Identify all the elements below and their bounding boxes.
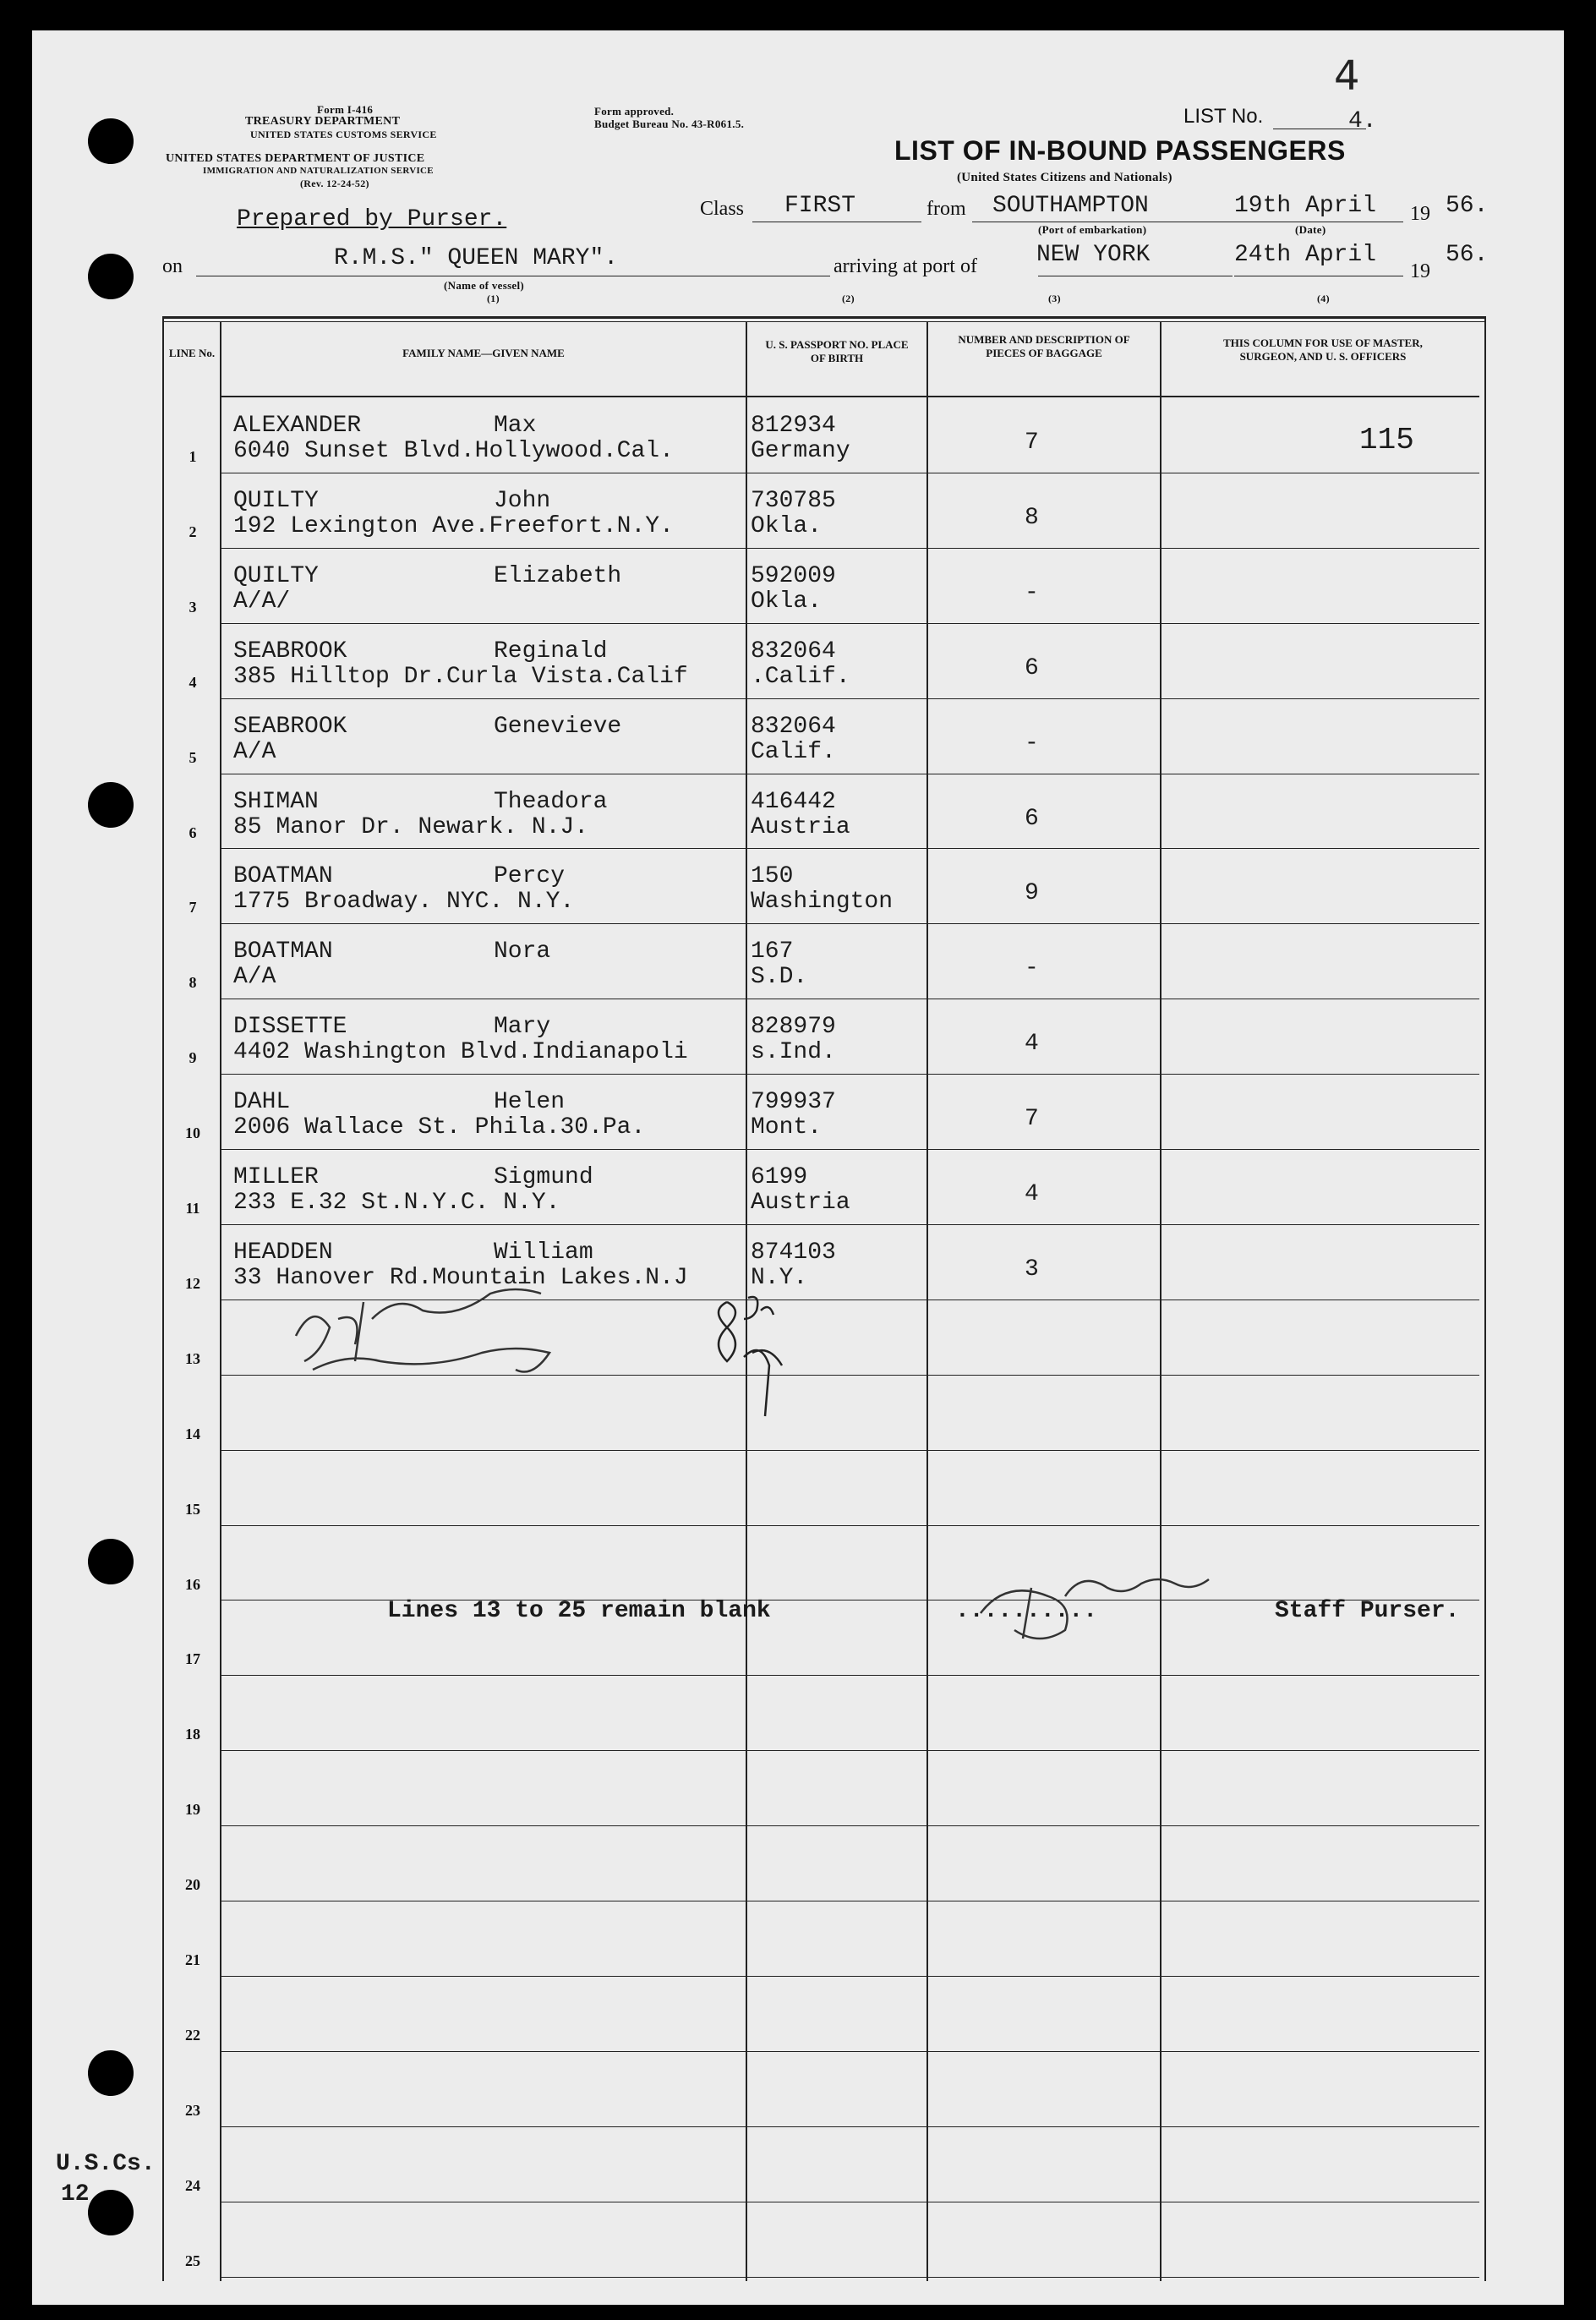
line-number: 1 xyxy=(189,448,197,465)
passport-number: 799937 xyxy=(751,1089,836,1115)
from-label: from xyxy=(926,198,966,220)
given-name: Reginald xyxy=(494,638,608,665)
page-title: LIST OF IN-BOUND PASSENGERS xyxy=(894,135,1346,166)
row-rule xyxy=(221,698,1479,699)
arriving-label: arriving at port of xyxy=(834,255,977,277)
family-name: QUILTY xyxy=(233,563,319,589)
line-number: 18 xyxy=(185,1726,200,1743)
column-header-passport: U. S. PASSPORT NO. PLACE OF BIRTH xyxy=(765,338,909,364)
time-annotation xyxy=(702,1285,803,1420)
column-header-baggage: NUMBER AND DESCRIPTION OF PIECES OF BAGGAGE xyxy=(958,333,1130,359)
line-number: 15 xyxy=(185,1501,200,1518)
margin-code-number: 12 xyxy=(61,2181,90,2208)
given-name: Elizabeth xyxy=(494,563,622,589)
line-number: 17 xyxy=(185,1650,200,1667)
line-number: 4 xyxy=(189,674,197,691)
row-rule xyxy=(221,2277,1479,2278)
line-number: 2 xyxy=(189,523,197,540)
given-name: Genevieve xyxy=(494,714,622,740)
place-of-birth: Austria xyxy=(751,814,850,840)
baggage-count: 7 xyxy=(1025,430,1039,456)
passport-number: 828979 xyxy=(751,1014,836,1040)
officer-note: 115 xyxy=(1359,423,1414,457)
row-rule xyxy=(221,1825,1479,1826)
punch-hole xyxy=(88,118,134,164)
row-rule xyxy=(221,1450,1479,1451)
list-no-label: LIST No. xyxy=(1183,105,1264,128)
address: 85 Manor Dr. Newark. N.J. xyxy=(233,814,589,840)
place-of-birth: s.Ind. xyxy=(751,1039,836,1065)
baggage-count: - xyxy=(1025,580,1039,606)
line-number: 6 xyxy=(189,824,197,841)
punch-hole xyxy=(88,2190,134,2235)
given-name: Sigmund xyxy=(494,1164,593,1190)
given-name: Mary xyxy=(494,1014,551,1040)
row-rule xyxy=(221,848,1479,849)
passport-number: 592009 xyxy=(751,563,836,589)
passport-number: 730785 xyxy=(751,488,836,514)
address: 233 E.32 St.N.Y.C. N.Y. xyxy=(233,1190,560,1216)
passport-number: 6199 xyxy=(751,1164,808,1190)
row-rule xyxy=(221,2126,1479,2127)
port-embarkation-label: (Port of embarkation) xyxy=(1038,223,1147,236)
year-prefix: 19 xyxy=(1410,203,1430,225)
place-of-birth: Germany xyxy=(751,438,850,464)
form-number: Form I-416 xyxy=(317,103,374,116)
punch-hole xyxy=(88,1539,134,1584)
list-no-value: 4. xyxy=(1348,108,1377,134)
column-ref-3: (3) xyxy=(1048,293,1061,304)
family-name: MILLER xyxy=(233,1164,319,1190)
family-name: BOATMAN xyxy=(233,938,333,965)
row-rule xyxy=(221,1149,1479,1150)
family-name: DISSETTE xyxy=(233,1014,347,1040)
place-of-birth: N.Y. xyxy=(751,1265,808,1291)
revision-date: (Rev. 12-24-52) xyxy=(300,178,369,189)
family-name: HEADDEN xyxy=(233,1239,333,1266)
column-ref-2: (2) xyxy=(842,293,855,304)
family-name: SHIMAN xyxy=(233,789,319,815)
passport-number: 832064 xyxy=(751,638,836,665)
given-name: John xyxy=(494,488,551,514)
on-label: on xyxy=(162,255,183,277)
address: A/A/ xyxy=(233,588,291,615)
address: 6040 Sunset Blvd.Hollywood.Cal. xyxy=(233,438,674,464)
line-number: 20 xyxy=(185,1876,200,1893)
passport-number: 167 xyxy=(751,938,794,965)
family-name: ALEXANDER xyxy=(233,413,362,439)
vessel-name: R.M.S." QUEEN MARY". xyxy=(334,245,619,271)
row-rule xyxy=(221,1976,1479,1977)
from-value: SOUTHAMPTON xyxy=(992,193,1149,219)
line-number: 14 xyxy=(185,1425,200,1442)
given-name: Max xyxy=(494,413,537,439)
punch-hole xyxy=(88,254,134,299)
family-name: SEABROOK xyxy=(233,714,347,740)
line-number: 5 xyxy=(189,749,197,766)
departure-year: 56. xyxy=(1446,193,1489,219)
arrival-port: NEW YORK xyxy=(1036,242,1151,268)
address: 1775 Broadway. NYC. N.Y. xyxy=(233,889,575,915)
place-of-birth: Okla. xyxy=(751,588,823,615)
budget-bureau: Budget Bureau No. 43-R061.5. xyxy=(594,118,745,130)
passport-number: 150 xyxy=(751,863,794,889)
passport-number: 812934 xyxy=(751,413,836,439)
address: 4402 Washington Blvd.Indianapoli xyxy=(233,1039,688,1065)
baggage-count: 4 xyxy=(1025,1181,1039,1207)
row-rule xyxy=(221,1074,1479,1075)
place-of-birth: .Calif. xyxy=(751,664,850,690)
passport-number: 416442 xyxy=(751,789,836,815)
arrival-date: 24th April xyxy=(1234,242,1377,268)
punch-hole xyxy=(88,2050,134,2096)
baggage-count: 8 xyxy=(1025,505,1039,531)
arrival-year: 56. xyxy=(1446,242,1489,268)
passport-number: 832064 xyxy=(751,714,836,740)
page-subtitle: (United States Citizens and Nationals) xyxy=(957,171,1172,184)
margin-code: U.S.Cs. xyxy=(56,2151,156,2177)
class-value: FIRST xyxy=(784,193,856,219)
line-number: 13 xyxy=(185,1350,200,1367)
place-of-birth: Mont. xyxy=(751,1114,823,1141)
line-number: 9 xyxy=(189,1049,197,1066)
column-ref-1: (1) xyxy=(487,293,500,304)
row-rule xyxy=(221,1675,1479,1676)
line-number: 22 xyxy=(185,2027,200,2044)
date-label: (Date) xyxy=(1295,223,1326,236)
staff-purser-label: Staff Purser. xyxy=(1275,1598,1460,1624)
line-number: 16 xyxy=(185,1576,200,1593)
row-rule xyxy=(221,548,1479,549)
line-number: 19 xyxy=(185,1801,200,1818)
family-name: DAHL xyxy=(233,1089,291,1115)
address: 385 Hilltop Dr.Curla Vista.Calif xyxy=(233,664,688,690)
column-header-officers: THIS COLUMN FOR USE OF MASTER, SURGEON, AND U. S. OFFICERS xyxy=(1223,337,1423,363)
passport-number: 874103 xyxy=(751,1239,836,1266)
dotted-leader: .......... xyxy=(955,1598,1098,1624)
place-of-birth: Calif. xyxy=(751,739,836,765)
blank-lines-note: Lines 13 to 25 remain blank xyxy=(387,1598,771,1624)
address: A/A xyxy=(233,739,276,765)
place-of-birth: S.D. xyxy=(751,964,808,990)
row-rule xyxy=(221,1224,1479,1225)
row-rule xyxy=(221,1525,1479,1526)
family-name: BOATMAN xyxy=(233,863,333,889)
department-of-justice: UNITED STATES DEPARTMENT OF JUSTICE xyxy=(166,152,425,165)
family-name: SEABROOK xyxy=(233,638,347,665)
line-number: 11 xyxy=(185,1200,200,1217)
given-name: Helen xyxy=(494,1089,566,1115)
place-of-birth: Washington xyxy=(751,889,894,915)
form-approved: Form approved. xyxy=(594,105,675,118)
row-rule xyxy=(221,923,1479,924)
baggage-count: 3 xyxy=(1025,1256,1039,1283)
row-rule xyxy=(221,623,1479,624)
line-number: 10 xyxy=(185,1124,200,1141)
class-label: Class xyxy=(700,198,745,220)
address: A/A xyxy=(233,964,276,990)
line-number: 8 xyxy=(189,974,197,991)
address: 33 Hanover Rd.Mountain Lakes.N.J xyxy=(233,1265,688,1291)
baggage-count: 6 xyxy=(1025,806,1039,832)
prepared-by: Prepared by Purser. xyxy=(237,206,507,233)
family-name: QUILTY xyxy=(233,488,319,514)
baggage-count: 9 xyxy=(1025,880,1039,906)
given-name: Nora xyxy=(494,938,551,965)
row-rule xyxy=(221,1750,1479,1751)
row-rule xyxy=(221,2051,1479,2052)
given-name: Theadora xyxy=(494,789,608,815)
column-ref-4: (4) xyxy=(1317,293,1330,304)
line-number: 24 xyxy=(185,2177,200,2194)
line-number: 23 xyxy=(185,2102,200,2119)
line-number: 21 xyxy=(185,1951,200,1968)
address: 2006 Wallace St. Phila.30.Pa. xyxy=(233,1114,646,1141)
column-header-name: FAMILY NAME—GIVEN NAME xyxy=(402,347,565,359)
corner-list-number: 4 xyxy=(1334,52,1360,100)
place-of-birth: Okla. xyxy=(751,513,823,539)
baggage-count: 6 xyxy=(1025,655,1039,681)
baggage-count: 7 xyxy=(1025,1106,1039,1132)
baggage-count: - xyxy=(1025,730,1039,757)
line-number: 25 xyxy=(185,2252,200,2269)
purser-signature xyxy=(287,1285,642,1395)
place-of-birth: Austria xyxy=(751,1190,850,1216)
line-number: 12 xyxy=(185,1275,200,1292)
baggage-count: 4 xyxy=(1025,1031,1039,1057)
baggage-count: - xyxy=(1025,955,1039,982)
column-header-line: LINE No. xyxy=(168,347,216,359)
address: 192 Lexington Ave.Freefort.N.Y. xyxy=(233,513,674,539)
arrival-year-prefix: 19 xyxy=(1410,260,1430,282)
vessel-label: (Name of vessel) xyxy=(444,279,525,292)
staff-purser-signature xyxy=(972,1571,1251,1647)
line-number: 7 xyxy=(189,899,197,916)
customs-service: UNITED STATES CUSTOMS SERVICE xyxy=(250,129,437,140)
given-name: William xyxy=(494,1239,593,1266)
line-number: 3 xyxy=(189,599,197,616)
departure-date: 19th April xyxy=(1234,193,1377,219)
punch-hole xyxy=(88,782,134,828)
given-name: Percy xyxy=(494,863,566,889)
treasury-department: TREASURY DEPARTMENT xyxy=(245,115,401,128)
ins-service: IMMIGRATION AND NATURALIZATION SERVICE xyxy=(203,166,434,176)
